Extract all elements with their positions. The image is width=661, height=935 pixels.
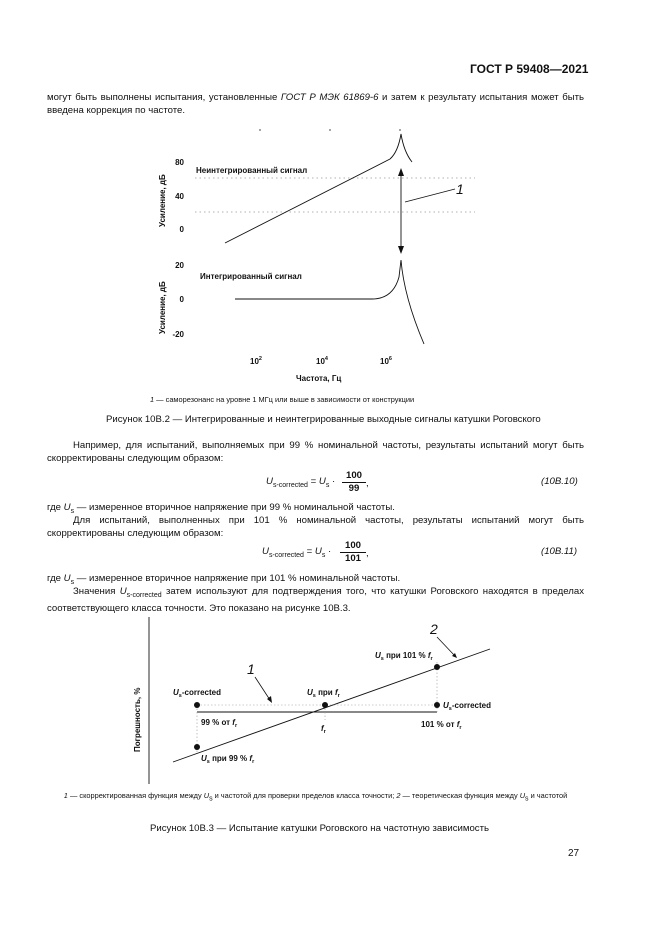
upper-tick-80: 80 (175, 158, 184, 167)
tick-99-label: 99 % от $f_r$ (201, 718, 238, 729)
paragraph-us-corrected: Значения $U_{s-corrected}$ затем используют для подтверждения того, что катушки Роговского находятся в пределах соответствующего класса точности. Это показано на рисунке 10B.3. (47, 586, 584, 614)
document-header: ГОСТ Р 59408—2021 (470, 62, 589, 76)
tick-fr-label: $f_r$ (321, 724, 326, 735)
label-2: 2 (430, 621, 438, 637)
fig3-note: 1 — скорректированная функция между $U_s$ и частотой для проверки пределов класса точности; 2 — теоретическая функция между $U_s$ и частотой (63, 791, 568, 803)
us-fr-label: $U_s$ при $f_r$ (307, 688, 340, 699)
equation-number-10b10: (10B.10) (541, 476, 578, 487)
equation-10b10: $U_{s-corrected} = U_s$ · (266, 476, 336, 489)
lower-signal-label: Интегрированный сигнал (200, 272, 302, 281)
intro-paragraph: могут быть выполнены испытания, установленные ГОСТ Р МЭК 61869-6 и затем к результату испытания может быть введена коррекция по частоте. (47, 92, 584, 116)
where-us-101: где $U_s$ — измеренное вторичное напряжение при 101 % номинальной частоты. (47, 573, 401, 586)
figure-10b2 (150, 122, 480, 390)
paragraph-101-percent: Для испытаний, выполненных при 101 % номинальной частоты, результаты испытаний могут быть скорректированы следующим образом: (47, 515, 584, 539)
where-us-99: где $U_s$ — измеренное вторичное напряжение при 99 % номинальной частоты. (47, 502, 395, 515)
x-tick-1e6: $10^6$ (380, 356, 392, 366)
figure-10b3 (125, 612, 505, 792)
equation-number-10b11: (10B.11) (541, 546, 578, 557)
point-us-99 (194, 744, 200, 750)
fig2-caption: Рисунок 10B.2 — Интегрированные и неинтегрированные выходные сигналы катушки Роговского (106, 414, 541, 425)
right-corrected-label: $U_s$-corrected (443, 701, 491, 712)
point-us-corrected-left (194, 702, 200, 708)
point-us-at-fr (322, 702, 328, 708)
equation-10b11-fraction: 100 101 (340, 540, 366, 565)
upper-signal-curve (225, 134, 412, 243)
lower-tick-minus20: -20 (172, 330, 184, 339)
label-1: 1 (247, 661, 255, 677)
left-corrected-label: $U_s$-corrected (173, 688, 221, 699)
fig3-caption: Рисунок 10B.3 — Испытание катушки Роговского на частотную зависимость (150, 823, 489, 834)
lower-tick-0: 0 (179, 295, 184, 304)
paragraph-99-percent: Например, для испытаний, выполняемых при 99 % номинальной частоты, результаты испытаний могут быть скорректированы следующим образом: (47, 440, 584, 464)
upper-tick-40: 40 (175, 192, 184, 201)
tick-101-label: 101 % от $f_r$ (421, 720, 462, 731)
page-number: 27 (568, 848, 580, 859)
standard-reference: ГОСТ Р МЭК 61869-6 (280, 92, 379, 103)
equation-10b10-fraction: 100 99 (342, 470, 366, 495)
callout-1: 1 (456, 181, 464, 197)
point-us-corrected-right (434, 702, 440, 708)
equation-10b11: $U_{s-corrected} = U_s$ · (262, 546, 332, 559)
lower-tick-20: 20 (175, 261, 184, 270)
x-tick-1e2: $10^2$ (250, 356, 262, 366)
upper-ylabel: Усиление, дБ (158, 174, 167, 227)
upper-signal-label: Неинтегрированный сигнал (196, 166, 308, 175)
fig3-ylabel: Погрешность, % (133, 687, 142, 752)
us-101-label: $U_s$ при 101 % $f_r$ (375, 651, 433, 662)
point-us-101 (434, 664, 440, 670)
us-99-label: $U_s$ при 99 % $f_r$ (201, 754, 255, 765)
lower-ylabel: Усиление, дБ (158, 281, 167, 334)
fig2-note: 1 — саморезонанс на уровне 1 МГц или выше в зависимости от конструкции (150, 395, 415, 404)
x-tick-1e4: $10^4$ (316, 356, 328, 366)
x-axis-label: Частота, Гц (296, 374, 342, 383)
upper-tick-0: 0 (179, 225, 184, 234)
